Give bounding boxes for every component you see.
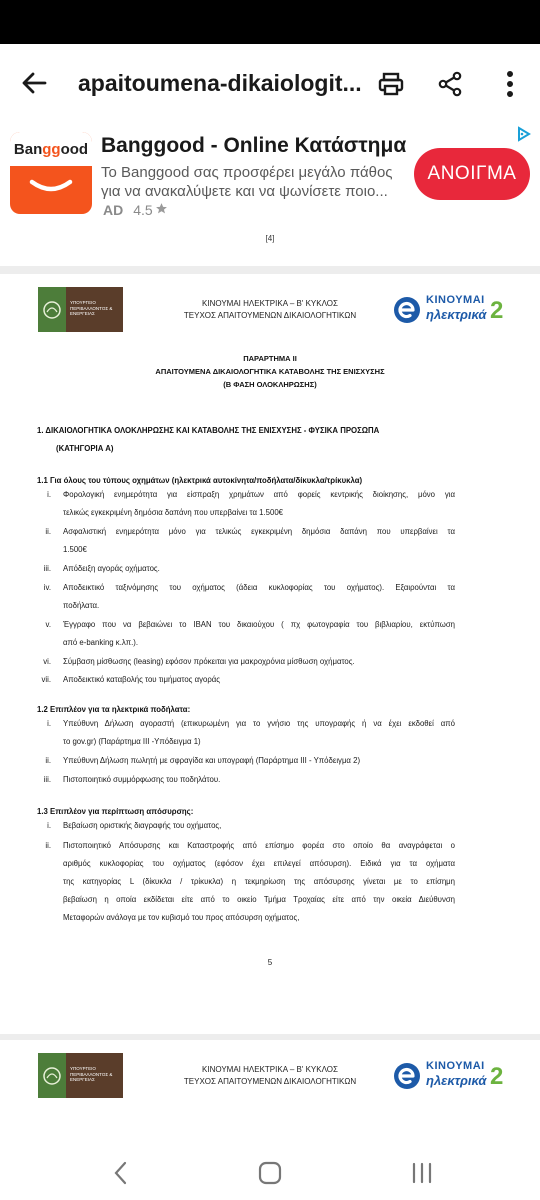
document-title: apaitoumena-dikaiologit... (78, 69, 362, 96)
list-item-text (63, 771, 455, 789)
list-item-index: vii. (41, 675, 51, 684)
list-item-line: Φορολογική ενημερότητα για είσπραξη χρημάτων από φορείς κεντρικής διοίκησης, μόνο για (63, 490, 455, 499)
list-item-index: v. (45, 619, 51, 629)
annex-subtitle-2: (Β ΦΑΣΗ ΟΛΟΚΛΗΡΩΣΗΣ) (223, 380, 317, 389)
previous-page-number: [4] (265, 234, 275, 243)
list-item (37, 837, 467, 935)
list-item-text (63, 752, 455, 770)
list-item-line: Έγγραφο που να βεβαιώνει το IBAN του δικαιούχου ( πχ φωτογραφία του βιβλιαρίου, εκτύπωση (63, 619, 455, 629)
list-item-line: Υπεύθυνη Δήλωση αγοραστή (επικυρωμένη για το γνήσιο της υπογραφής ή να έχει εκδοθεί από (63, 719, 455, 728)
list-item-line: Ασφαλιστική ενημερότητα μόνο για τελικώς εγκεκριμένη δημόσια δαπάνη που υπερβαίνει τα (63, 527, 455, 536)
list-item-index: i. (47, 719, 51, 728)
list-item-index: iii. (43, 774, 51, 784)
section-1-2-heading: 1.2 Επιπλέον για τα ηλεκτρικά ποδήλατα: (37, 705, 191, 714)
list-item-index: vi. (43, 656, 51, 666)
list-item-line: αριθμός κυκλοφορίας του οχήματος (εφόσον έχει επιλεγεί απόσυρση). Ειδικά για τα οχήματα (63, 858, 455, 868)
list-item-line: της κατηγορίας L (δίκυκλα / τρίκυκλα) η τεκμηρίωση της απόσυρσης γίνεται με το επίσημη (63, 876, 455, 886)
list-item-line: βεβαίωση η οποία εκδίδεται είτε από το οικείο Τμήμα Τροχαίας είτε από την οικεία Διεύθυνση (63, 894, 455, 904)
next-pdf-page (0, 1040, 540, 1146)
annex-title: ΠΑΡΑΡΤΗΜΑ ΙΙ (243, 354, 297, 363)
list-item-line: ποδήλατα. (63, 600, 100, 610)
list-item (37, 486, 467, 523)
page-number: 5 (267, 958, 273, 967)
brand-number: 2 (490, 1063, 504, 1090)
list-item-line: Σύμβαση μίσθωσης (leasing) εφόσον πρόκειται για μακροχρόνια μίσθωση οχήματος. (63, 656, 355, 666)
back-arrow-icon[interactable] (2, 44, 66, 122)
nav-recents-icon[interactable] (402, 1156, 442, 1190)
ministry-logo-text: ΥΠΟΥΡΓΕΙΟ ΠΕΡΙΒΑΛΛΟΝΤΟΣ & ΕΝΕΡΓΕΙΑΣ (70, 1066, 113, 1082)
list-item-line: το gov.gr) (Παράρτημα ΙΙΙ -Υπόδειγμα 1) (63, 737, 201, 746)
list-item (37, 752, 467, 771)
kinoumai-ilektrika-logo (392, 1059, 512, 1093)
list-item-line: 1.500€ (63, 545, 87, 554)
list-item (37, 560, 467, 579)
banggood-logo: Ban gg ood (10, 132, 92, 214)
ad-title: Banggood - Online Κατάστημα (101, 134, 407, 157)
section-1-heading-cont: (ΚΑΤΗΓΟΡΙΑ Α) (56, 444, 114, 453)
kinoumai-e-icon (392, 295, 422, 325)
next-doc-header (0, 1040, 540, 1100)
list-item-index: ii. (45, 527, 51, 536)
annex-heading (0, 352, 540, 391)
list-item-line: Μεταφορών ανάλογα με τον κυβισμό του προς απόσυρση οχήματος, (63, 912, 300, 922)
list-item (37, 579, 467, 616)
pdf-page (0, 274, 540, 1034)
list-item-text (63, 560, 455, 578)
header-line-2: ΤΕΥΧΟΣ ΑΠΑΙΤΟΥΜΕΝΩΝ ΔΙΚΑΙΟΛΟΓΗΤΙΚΩΝ (183, 311, 357, 320)
list-item-line: Πιστοποιητικό συμμόρφωσης του ποδηλάτου. (63, 774, 221, 784)
brand-ilektrika: ηλεκτρικά (426, 1073, 487, 1088)
nav-home-icon[interactable] (250, 1156, 290, 1190)
ad-description: Το Banggood σας προσφέρει μεγάλο πάθος για να ανακαλύψετε και να ψωνίσετε ποιο... (101, 164, 393, 200)
share-icon[interactable] (430, 64, 470, 104)
section-1-1-heading: 1.1 Για όλους του τύπους οχημάτων (ηλεκτρικά αυτοκίνητα/ποδήλατα/δίκυκλα/τρίκυκλα) (37, 476, 363, 485)
list-item-line: Απόδειξη αγοράς οχήματος. (63, 564, 160, 573)
doc-header (0, 274, 540, 334)
list-item-line: Πιστοποιητικό Απόσυρσης και Καταστροφής από επίσημο φορέα στο οποίο θα αναγράφεται ο (63, 840, 455, 850)
list-item-text (63, 671, 455, 689)
status-bar (0, 0, 540, 44)
more-vert-icon[interactable] (490, 64, 530, 104)
list-item-line: από e-banking κ.λπ.). (63, 637, 139, 647)
ad-choices-icon[interactable] (516, 126, 534, 144)
list-item-text (63, 653, 455, 671)
list-item (37, 671, 467, 690)
ministry-logo-text: ΥΠΟΥΡΓΕΙΟ ΠΕΡΙΒΑΛΛΟΝΤΟΣ & ΕΝΕΡΓΕΙΑΣ (70, 300, 113, 316)
list-item-text (63, 523, 455, 559)
app-bar (0, 44, 540, 122)
list-item-text (63, 817, 455, 835)
list-item (37, 715, 467, 752)
list-item-index: ii. (45, 840, 51, 850)
list-item-line: Βεβαίωση οριστικής διαγραφής του οχήματος, (63, 821, 222, 830)
print-icon[interactable] (371, 64, 411, 104)
list-item (37, 817, 467, 837)
brand-number: 2 (490, 297, 504, 324)
section-1-3-heading: 1.3 Επιπλέον για περίπτωση απόσυρσης: (37, 807, 194, 816)
ad-meta (103, 202, 168, 218)
ad-rating: 4.5 (133, 202, 153, 218)
list-item-text (63, 579, 455, 615)
list-item-index: ii. (45, 756, 51, 765)
header-line-1: ΚΙΝΟΥΜΑΙ ΗΛΕΚΤΡΙΚΑ – Β' ΚΥΚΛΟΣ (202, 299, 338, 308)
list-item-line: Αποδεικτικό καταβολής του τιμήματος αγοράς (63, 675, 221, 684)
open-ad-button[interactable]: ΑΝΟΙΓΜΑ (414, 148, 530, 200)
list-item (37, 771, 467, 790)
list-item-line: Υπεύθυνη Δήλωση πωλητή με σφραγίδα και υπογραφή (Παράρτημα ΙΙΙ - Υπόδειγμα 2) (63, 756, 361, 765)
pdf-viewer[interactable] (0, 226, 540, 1146)
list-item (37, 653, 467, 672)
annex-subtitle-1: ΑΠΑΙΤΟΥΜΕΝΑ ΔΙΚΑΙΟΛΟΓΗΤΙΚΑ ΚΑΤΑΒΟΛΗΣ ΤΗΣ ΕΝΙΣΧΥΣΗΣ (155, 367, 385, 376)
ad-banner[interactable] (0, 122, 540, 226)
brand-kinoumai: ΚΙΝΟΥΜΑΙ (426, 294, 485, 306)
header-line-2: ΤΕΥΧΟΣ ΑΠΑΙΤΟΥΜΕΝΩΝ ΔΙΚΑΙΟΛΟΓΗΤΙΚΩΝ (183, 1077, 357, 1086)
section-1-heading: 1. ΔΙΚΑΙΟΛΟΓΗΤΙΚΑ ΟΛΟΚΛΗΡΩΣΗΣ ΚΑΙ ΚΑΤΑΒΟΛΗΣ ΤΗΣ ΕΝΙΣΧΥΣΗΣ - ΦΥΣΙΚΑ ΠΡΟΣΩΠΑ (37, 426, 380, 435)
list-item-index: iv. (43, 582, 51, 592)
list-item (37, 523, 467, 560)
list-item-index: i. (47, 821, 51, 830)
list-item-text (63, 616, 455, 652)
nav-back-icon[interactable] (100, 1156, 140, 1190)
list-item-text (63, 837, 455, 927)
brand-ilektrika: ηλεκτρικά (426, 307, 487, 322)
previous-page-fragment (0, 226, 540, 266)
header-line-1: ΚΙΝΟΥΜΑΙ ΗΛΕΚΤΡΙΚΑ – Β' ΚΥΚΛΟΣ (202, 1065, 338, 1074)
list-item-line: Αποδεικτικό ταξινόμησης του οχήματος (άδεια κυκλοφορίας του οχήματος). Εξαιρούνται τα (63, 582, 455, 592)
kinoumai-e-icon (392, 1061, 422, 1091)
list-item-line: τελικώς εγκεκριμένη δημόσια δαπάνη που υπερβαίνει τα 1.500€ (63, 508, 284, 517)
list-item-text (63, 486, 455, 522)
system-nav-bar (0, 1146, 540, 1200)
list-item-text (63, 715, 455, 751)
kinoumai-ilektrika-logo (392, 293, 512, 327)
list-item-index: i. (47, 490, 51, 499)
ad-badge: AD (103, 202, 124, 218)
list-item (37, 616, 467, 653)
brand-kinoumai: ΚΙΝΟΥΜΑΙ (426, 1060, 485, 1072)
star-icon (155, 202, 168, 218)
list-item-index: iii. (43, 564, 51, 573)
